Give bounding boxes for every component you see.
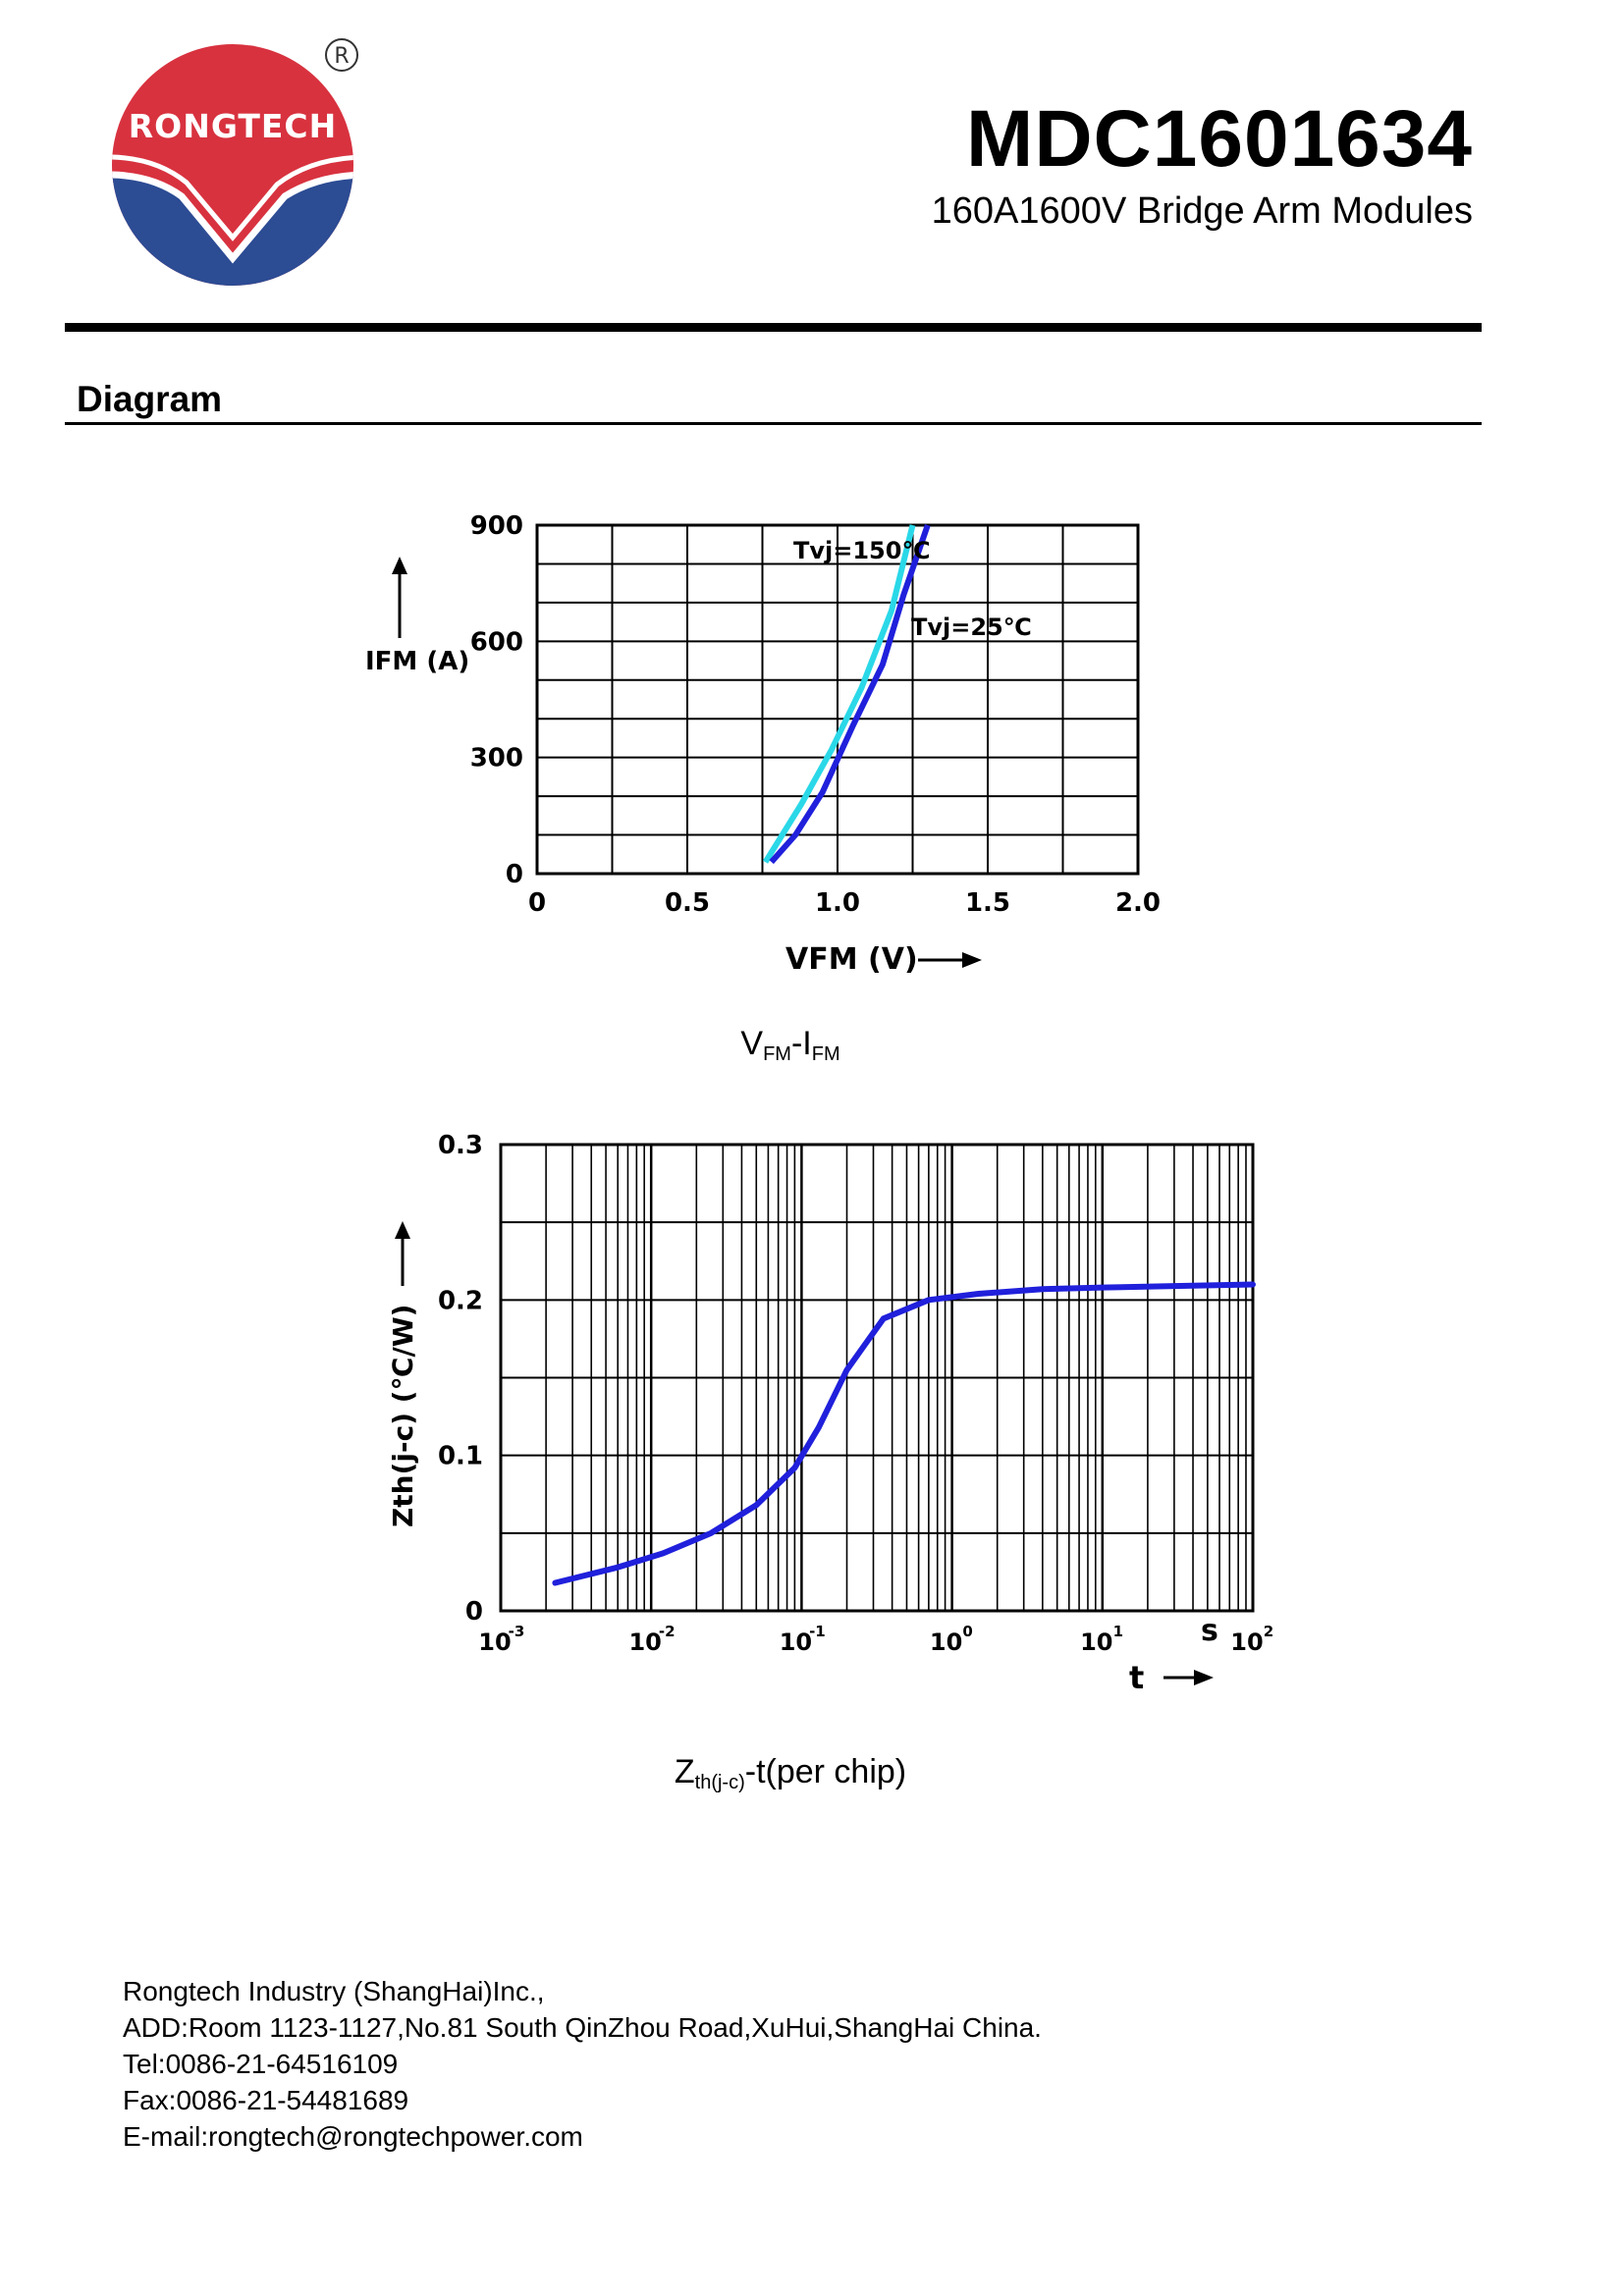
x-tick-label: 1.0 [814, 888, 861, 918]
x-tick-label: 2.0 [1114, 888, 1162, 918]
x-tick-label [628, 1623, 675, 1656]
section-divider [65, 422, 1482, 425]
x-tick-base: 10 [1230, 1629, 1264, 1656]
company-name: Rongtech Industry (ShangHai)Inc., [123, 1976, 545, 2006]
x-tick-exponent: 0 [962, 1623, 973, 1640]
x-axis-label: t [1129, 1659, 1145, 1696]
x-tick-exponent: -1 [809, 1623, 826, 1640]
x-tick-exponent: -2 [658, 1623, 676, 1640]
footer-contact [123, 1973, 1042, 2155]
product-subtitle: 160A1600V Bridge Arm Modules [931, 190, 1473, 232]
x-tick-base: 10 [628, 1629, 662, 1656]
y-tick-label: 900 [469, 511, 523, 541]
y-axis-label: Zth(j-c) (℃/W) [387, 1304, 419, 1527]
chart1-caption: $V_{FM}-I_{FM}$ [740, 1025, 840, 1065]
x-tick-exponent: -3 [508, 1623, 525, 1640]
chart2-caption: $Z_{th(j-c)}-t(per$ chip) [674, 1753, 907, 1793]
x-tick-label: 1.5 [964, 888, 1011, 918]
zth-t-chart [363, 1109, 1286, 1718]
x-tick-base: 10 [929, 1629, 963, 1656]
address: ADD:Room 1123-1127,No.81 South QinZhou Road,XuHui,ShangHai China. [123, 2012, 1042, 2043]
x-tick-label: 0.5 [664, 888, 711, 918]
y-tick-label: 0.3 [437, 1131, 483, 1160]
telephone: Tel:0086-21-64516109 [123, 2049, 399, 2079]
y-tick-label: 0.2 [437, 1286, 483, 1316]
series-label-150: Tvj=150℃ [793, 537, 931, 564]
x-tick-exponent: 2 [1263, 1623, 1274, 1640]
series-label-25: Tvj=25℃ [911, 614, 1032, 641]
x-axis-label: VFM (V) [785, 942, 918, 977]
section-title: Diagram [77, 379, 223, 419]
arrow-right-icon [962, 952, 982, 968]
header-divider [65, 323, 1482, 332]
x-tick-base: 10 [779, 1629, 813, 1656]
y-tick-label: 0.1 [437, 1441, 483, 1471]
x-tick-label [780, 1623, 826, 1656]
series-line [766, 525, 913, 862]
arrow-up-icon [395, 1221, 410, 1239]
x-tick-base: 10 [1080, 1629, 1113, 1656]
x-tick-label: 0 [527, 888, 547, 918]
vfm-ifm-chart [353, 496, 1198, 1006]
x-tick-exponent: 1 [1112, 1623, 1124, 1640]
registered-mark: R [334, 44, 350, 69]
y-tick-label: 300 [469, 743, 523, 774]
x-tick-label [1230, 1623, 1273, 1656]
x-tick-label [478, 1623, 524, 1656]
rongtech-logo [108, 27, 368, 293]
email: E-mail:rongtech@rongtechpower.com [123, 2121, 583, 2152]
part-number: MDC1601634 [966, 94, 1473, 184]
y-axis-label: IFM (A) [365, 647, 470, 676]
y-tick-label: 600 [469, 627, 523, 658]
y-tick-label: 0 [505, 860, 523, 889]
arrow-up-icon [392, 557, 407, 574]
x-tick-label [1080, 1623, 1123, 1656]
logo-text: RONGTECH [128, 107, 338, 145]
y-tick-label: 0 [464, 1597, 483, 1627]
x-tick-label [930, 1623, 973, 1656]
x-tick-base: 10 [478, 1629, 512, 1656]
x-axis-unit: s [1201, 1614, 1218, 1648]
arrow-right-icon [1194, 1670, 1214, 1685]
fax: Fax:0086-21-54481689 [123, 2085, 409, 2115]
